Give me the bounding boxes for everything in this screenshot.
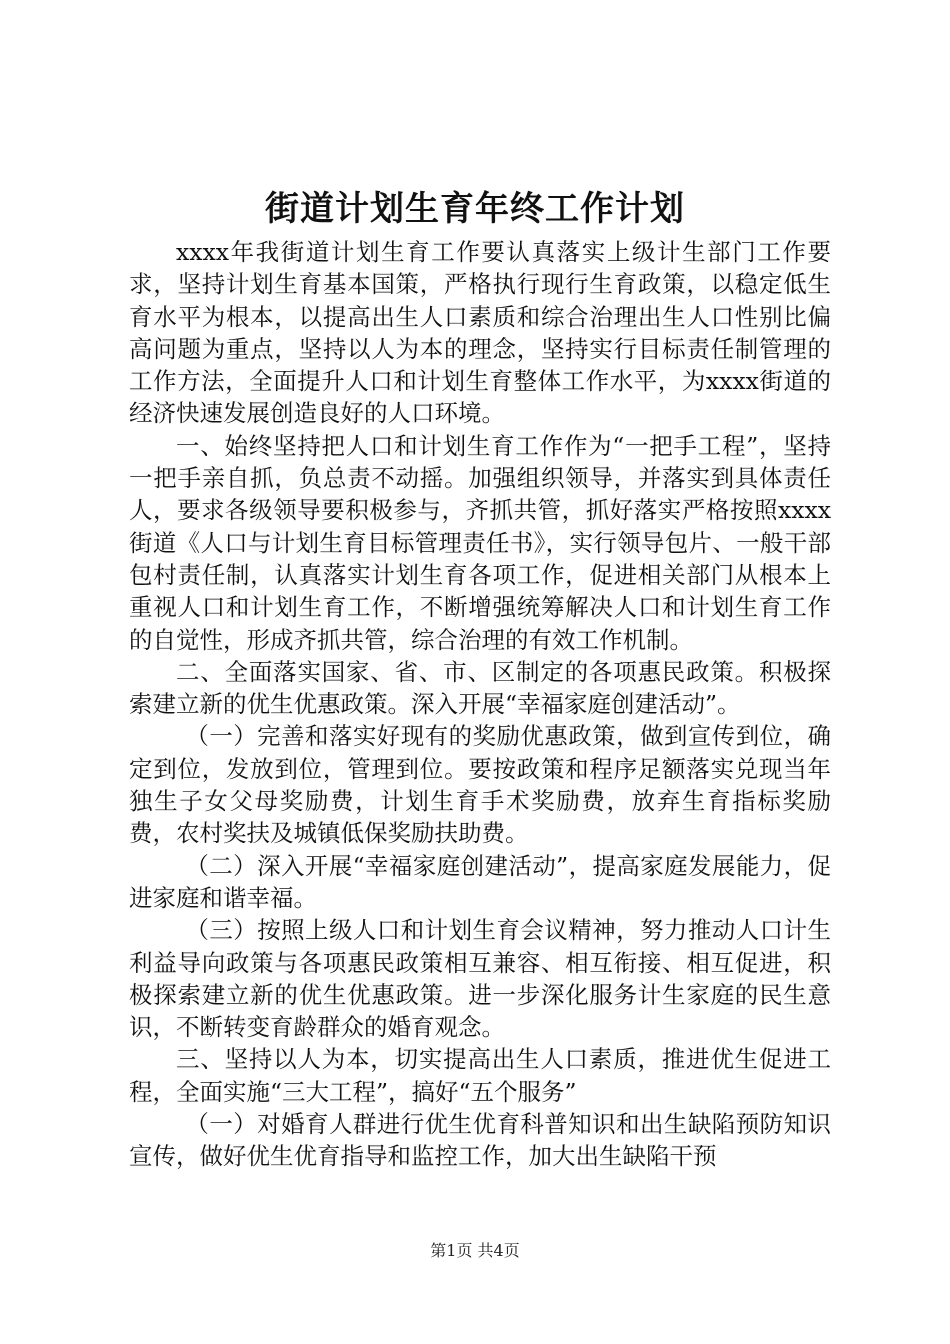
page-number-footer: 第1页 共4页 xyxy=(430,1241,520,1260)
paragraph-section-1: 一、始终坚持把人口和计划生育工作作为“一把手工程”，坚持一把手亲自抓，负总责不动摇。加强组织领导，并落实到具体责任人，要求各级领导要积极参与，齐抓共管，抓好落实严格按照xxxx街道《人口与计划生育目标管理责任书》，实行领导包片、一般干部包村责任制，认真落实计划生育各项工作，促进相关部门从根本上重视人口和计划生育工作，不断增强统筹解决人口和计划生育工作的自觉性，形成齐抓共管，综合治理的有效工作机制。 xyxy=(129,431,831,654)
paragraph-section-2-item-1: （一）完善和落实好现有的奖励优惠政策，做到宣传到位，确定到位，发放到位，管理到位。要按政策和程序足额落实兑现当年独生子女父母奖励费，计划生育手术奖励费，放弃生育指标奖励费，农村奖扶及城镇低保奖励扶助费。 xyxy=(129,722,831,848)
document-body xyxy=(129,236,831,1173)
paragraph-section-2-item-3: （三）按照上级人口和计划生育会议精神，努力推动人口计生利益导向政策与各项惠民政策相互兼容、相互衔接、相互促进，积极探索建立新的优生优惠政策。进一步深化服务计生家庭的民生意识，不断转变育龄群众的婚育观念。 xyxy=(129,916,831,1042)
paragraph-section-2: 二、全面落实国家、省、市、区制定的各项惠民政策。积极探索建立新的优生优惠政策。深入开展“幸福家庭创建活动”。 xyxy=(129,657,831,719)
paragraph-section-2-item-2: （二）深入开展“幸福家庭创建活动”，提高家庭发展能力，促进家庭和谐幸福。 xyxy=(129,851,831,912)
paragraph-section-3: 三、坚持以人为本，切实提高出生人口素质，推进优生促进工程，全面实施“三大工程”，搞好“五个服务” xyxy=(129,1045,831,1106)
paragraph-intro: xxxx年我街道计划生育工作要认真落实上级计生部门工作要求，坚持计划生育基本国策，严格执行现行生育政策，以稳定低生育水平为根本，以提高出生人口素质和综合治理出生人口性别比偏高问题为重点，坚持以人为本的理念，坚持实行目标责任制管理的工作方法，全面提升人口和计划生育整体工作水平，为xxxx街道的经济快速发展创造良好的人口环境。 xyxy=(129,238,831,428)
paragraph-section-3-item-1: （一）对婚育人群进行优生优育科普知识和出生缺陷预防知识宣传，做好优生优育指导和监控工作，加大出生缺陷干预 xyxy=(129,1110,831,1171)
document-title: 街道计划生育年终工作计划 xyxy=(265,189,685,229)
